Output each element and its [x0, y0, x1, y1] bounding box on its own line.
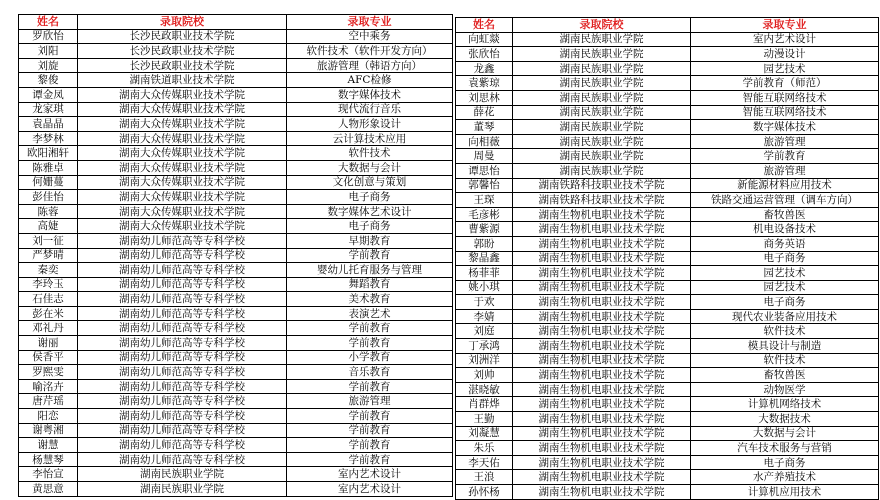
table-row — [19, 248, 453, 263]
table-row — [19, 394, 453, 409]
major-cell: 畜牧兽医 — [691, 368, 879, 383]
table-row — [456, 295, 879, 310]
major-cell: 表演艺术 — [287, 306, 453, 321]
table-row — [19, 452, 453, 467]
major-cell: 学前教育 — [287, 423, 453, 438]
table-row — [456, 455, 879, 470]
major-cell: 美术教育 — [287, 292, 453, 307]
student-name-cell: 李天佑 — [456, 455, 513, 470]
table-row — [456, 134, 879, 149]
table-row — [19, 219, 453, 234]
student-name-cell: 肖群烨 — [456, 397, 513, 412]
table-row — [456, 61, 879, 76]
student-name-cell: 丁承鸿 — [456, 339, 513, 354]
student-name-cell: 罗熙雯 — [19, 365, 78, 380]
table-row — [19, 204, 453, 219]
school-cell: 湖南民族职业学院 — [513, 120, 691, 135]
major-cell: 软件技术 — [691, 353, 879, 368]
major-cell: 电子商务 — [287, 190, 453, 205]
student-name-cell: 杨菲菲 — [456, 266, 513, 281]
school-cell: 湖南幼儿师范高等专科学校 — [78, 306, 287, 321]
table-row — [456, 382, 879, 397]
admission-table-right — [455, 17, 879, 500]
major-cell: 园艺技术 — [691, 61, 879, 76]
major-cell: AFC检修 — [287, 73, 453, 88]
school-cell: 湖南生物机电职业技术学院 — [513, 236, 691, 251]
student-name-cell: 王勤 — [456, 412, 513, 427]
school-cell: 湖南幼儿师范高等专科学校 — [78, 336, 287, 351]
student-name-cell: 刘庭 — [456, 324, 513, 339]
major-cell: 汽车技术服务与营销 — [691, 441, 879, 456]
school-cell: 湖南大众传媒职业技术学院 — [78, 219, 287, 234]
school-cell: 湖南幼儿师范高等专科学校 — [78, 277, 287, 292]
school-cell: 湖南幼儿师范高等专科学校 — [78, 452, 287, 467]
major-cell: 软件技术 — [287, 146, 453, 161]
student-name-cell: 喻洺卉 — [19, 379, 78, 394]
major-cell: 电子商务 — [287, 219, 453, 234]
school-cell: 湖南生物机电职业技术学院 — [513, 412, 691, 427]
student-name-cell: 朱乐 — [456, 441, 513, 456]
header-school: 录取院校 — [78, 15, 287, 30]
major-cell: 模具设计与制造 — [691, 339, 879, 354]
major-cell: 旅游管理 — [287, 394, 453, 409]
student-name-cell: 黄思意 — [19, 482, 78, 497]
table-row — [456, 207, 879, 222]
student-name-cell: 黎晶鑫 — [456, 251, 513, 266]
student-name-cell: 孙怀杨 — [456, 485, 513, 500]
school-cell: 湖南铁道职业技术学院 — [78, 73, 287, 88]
table-row — [456, 353, 879, 368]
major-cell: 空中乘务 — [287, 29, 453, 44]
school-cell: 湖南幼儿师范高等专科学校 — [78, 321, 287, 336]
student-name-cell: 严梦晴 — [19, 248, 78, 263]
table-row — [19, 190, 453, 205]
table-row — [456, 105, 879, 120]
school-cell: 湖南生物机电职业技术学院 — [513, 353, 691, 368]
school-cell: 湖南幼儿师范高等专科学校 — [78, 423, 287, 438]
major-cell: 旅游管理 — [691, 163, 879, 178]
table-row — [456, 47, 879, 62]
school-cell: 湖南民族职业学院 — [513, 105, 691, 120]
major-cell: 旅游管理 — [691, 134, 879, 149]
student-name-cell: 向相薇 — [456, 134, 513, 149]
major-cell: 学前教育 — [287, 321, 453, 336]
major-cell: 学前教育 — [287, 248, 453, 263]
major-cell: 智能互联网络技术 — [691, 90, 879, 105]
student-name-cell: 石佳志 — [19, 292, 78, 307]
admission-table-left — [18, 14, 453, 497]
table-row — [19, 379, 453, 394]
major-cell: 人物形象设计 — [287, 117, 453, 132]
student-name-cell: 高婕 — [19, 219, 78, 234]
school-cell: 湖南生物机电职业技术学院 — [513, 222, 691, 237]
school-cell: 湖南生物机电职业技术学院 — [513, 368, 691, 383]
student-name-cell: 袁紫琼 — [456, 76, 513, 91]
major-cell: 学前教育 — [287, 452, 453, 467]
major-cell: 水产养殖技术 — [691, 470, 879, 485]
school-cell: 湖南生物机电职业技术学院 — [513, 470, 691, 485]
student-name-cell: 郭盼 — [456, 236, 513, 251]
major-cell: 园艺技术 — [691, 266, 879, 281]
major-cell: 智能互联网络技术 — [691, 105, 879, 120]
student-name-cell: 李玲玉 — [19, 277, 78, 292]
table-row — [19, 321, 453, 336]
major-cell: 现代流行音乐 — [287, 102, 453, 117]
major-cell: 早期教育 — [287, 233, 453, 248]
table-row — [456, 280, 879, 295]
table-row — [19, 233, 453, 248]
table-row — [456, 76, 879, 91]
school-cell: 湖南大众传媒职业技术学院 — [78, 175, 287, 190]
school-cell: 湖南幼儿师范高等专科学校 — [78, 263, 287, 278]
major-cell: 机电设备技术 — [691, 222, 879, 237]
table-row — [456, 470, 879, 485]
school-cell: 长沙民政职业技术学院 — [78, 44, 287, 59]
major-cell: 电子商务 — [691, 251, 879, 266]
school-cell: 湖南生物机电职业技术学院 — [513, 309, 691, 324]
table-row — [456, 120, 879, 135]
major-cell: 电子商务 — [691, 295, 879, 310]
school-cell: 湖南大众传媒职业技术学院 — [78, 131, 287, 146]
major-cell: 室内艺术设计 — [287, 482, 453, 497]
major-cell: 婴幼儿托育服务与管理 — [287, 263, 453, 278]
header-row — [19, 15, 453, 30]
student-name-cell: 谢粤湘 — [19, 423, 78, 438]
table-row — [456, 368, 879, 383]
table-row — [456, 193, 879, 208]
table-row — [456, 339, 879, 354]
table-row — [19, 102, 453, 117]
school-cell: 湖南民族职业学院 — [513, 76, 691, 91]
table-row — [19, 146, 453, 161]
student-name-cell: 阳恋 — [19, 409, 78, 424]
school-cell: 湖南民族职业学院 — [513, 163, 691, 178]
student-name-cell: 刘思林 — [456, 90, 513, 105]
school-cell: 湖南民族职业学院 — [513, 134, 691, 149]
header-name: 姓名 — [456, 18, 513, 33]
student-name-cell: 唐芹瑶 — [19, 394, 78, 409]
school-cell: 湖南幼儿师范高等专科学校 — [78, 365, 287, 380]
student-name-cell: 谢慧 — [19, 438, 78, 453]
school-cell: 湖南生物机电职业技术学院 — [513, 485, 691, 500]
major-cell: 计算机应用技术 — [691, 485, 879, 500]
major-cell: 动漫设计 — [691, 47, 879, 62]
major-cell: 计算机网络技术 — [691, 397, 879, 412]
table-row — [456, 178, 879, 193]
school-cell: 湖南生物机电职业技术学院 — [513, 266, 691, 281]
school-cell: 湖南铁路科技职业技术学院 — [513, 193, 691, 208]
school-cell: 湖南幼儿师范高等专科学校 — [78, 409, 287, 424]
table-row — [456, 324, 879, 339]
student-name-cell: 向虹燚 — [456, 32, 513, 47]
student-name-cell: 欧阳湘轩 — [19, 146, 78, 161]
major-cell: 学前教育 — [287, 438, 453, 453]
table-row — [456, 397, 879, 412]
table-row — [19, 73, 453, 88]
major-cell: 新能源材料应用技术 — [691, 178, 879, 193]
table-row — [19, 263, 453, 278]
table-row — [456, 251, 879, 266]
student-name-cell: 谭金凤 — [19, 87, 78, 102]
student-name-cell: 彭在米 — [19, 306, 78, 321]
school-cell: 湖南幼儿师范高等专科学校 — [78, 233, 287, 248]
student-name-cell: 杨慧琴 — [19, 452, 78, 467]
table-row — [19, 131, 453, 146]
table-row — [19, 467, 453, 482]
school-cell: 湖南民族职业学院 — [513, 61, 691, 76]
table-row — [456, 222, 879, 237]
student-name-cell: 姚小琪 — [456, 280, 513, 295]
student-name-cell: 董琴 — [456, 120, 513, 135]
header-name: 姓名 — [19, 15, 78, 30]
school-cell: 湖南大众传媒职业技术学院 — [78, 204, 287, 219]
school-cell: 湖南民族职业学院 — [513, 47, 691, 62]
table-row — [19, 277, 453, 292]
table-row — [19, 409, 453, 424]
table-row — [456, 412, 879, 427]
school-cell: 湖南幼儿师范高等专科学校 — [78, 379, 287, 394]
student-name-cell: 周曼 — [456, 149, 513, 164]
major-cell: 文化创意与策划 — [287, 175, 453, 190]
table-row — [19, 292, 453, 307]
major-cell: 学前教育 — [287, 409, 453, 424]
table-row — [456, 149, 879, 164]
student-name-cell: 毛彦彬 — [456, 207, 513, 222]
major-cell: 室内艺术设计 — [691, 32, 879, 47]
school-cell: 湖南生物机电职业技术学院 — [513, 382, 691, 397]
major-cell: 数字媒体艺术设计 — [287, 204, 453, 219]
student-name-cell: 李怡宣 — [19, 467, 78, 482]
major-cell: 大数据与会计 — [287, 160, 453, 175]
table-row — [19, 175, 453, 190]
major-cell: 大数据技术 — [691, 412, 879, 427]
major-cell: 云计算技术应用 — [287, 131, 453, 146]
school-cell: 湖南铁路科技职业技术学院 — [513, 178, 691, 193]
major-cell: 园艺技术 — [691, 280, 879, 295]
student-name-cell: 湛晓敏 — [456, 382, 513, 397]
table-row — [19, 482, 453, 497]
school-cell: 湖南民族职业学院 — [513, 149, 691, 164]
student-name-cell: 彭佳怡 — [19, 190, 78, 205]
table-row — [19, 365, 453, 380]
table-row — [19, 306, 453, 321]
major-cell: 动物医学 — [691, 382, 879, 397]
student-name-cell: 王琛 — [456, 193, 513, 208]
school-cell: 湖南生物机电职业技术学院 — [513, 207, 691, 222]
header-row — [456, 18, 879, 33]
student-name-cell: 侯香平 — [19, 350, 78, 365]
school-cell: 湖南生物机电职业技术学院 — [513, 441, 691, 456]
major-cell: 软件技术（软件开发方向） — [287, 44, 453, 59]
student-name-cell: 谭思怡 — [456, 163, 513, 178]
table-row — [19, 423, 453, 438]
table-row — [19, 44, 453, 59]
major-cell: 室内艺术设计 — [287, 467, 453, 482]
student-name-cell: 郭馨怡 — [456, 178, 513, 193]
school-cell: 长沙民政职业技术学院 — [78, 29, 287, 44]
major-cell: 现代农业装备应用技术 — [691, 309, 879, 324]
school-cell: 湖南生物机电职业技术学院 — [513, 339, 691, 354]
school-cell: 湖南大众传媒职业技术学院 — [78, 102, 287, 117]
school-cell: 湖南幼儿师范高等专科学校 — [78, 350, 287, 365]
student-name-cell: 陈蓉 — [19, 204, 78, 219]
school-cell: 湖南大众传媒职业技术学院 — [78, 160, 287, 175]
school-cell: 长沙民政职业技术学院 — [78, 58, 287, 73]
school-cell: 湖南生物机电职业技术学院 — [513, 295, 691, 310]
student-name-cell: 刘一征 — [19, 233, 78, 248]
student-name-cell: 王浪 — [456, 470, 513, 485]
table-body-right — [456, 32, 879, 499]
school-cell: 湖南生物机电职业技术学院 — [513, 455, 691, 470]
major-cell: 大数据与会计 — [691, 426, 879, 441]
school-cell: 湖南生物机电职业技术学院 — [513, 426, 691, 441]
school-cell: 湖南幼儿师范高等专科学校 — [78, 292, 287, 307]
table-row — [456, 309, 879, 324]
table-row — [19, 438, 453, 453]
student-name-cell: 袁晶晶 — [19, 117, 78, 132]
major-cell: 小学教育 — [287, 350, 453, 365]
student-name-cell: 黎俊 — [19, 73, 78, 88]
major-cell: 数字媒体技术 — [691, 120, 879, 135]
student-name-cell: 龙鑫 — [456, 61, 513, 76]
header-school: 录取院校 — [513, 18, 691, 33]
student-name-cell: 龙家琪 — [19, 102, 78, 117]
student-name-cell: 邓礼丹 — [19, 321, 78, 336]
table-row — [456, 90, 879, 105]
school-cell: 湖南生物机电职业技术学院 — [513, 324, 691, 339]
table-row — [456, 426, 879, 441]
school-cell: 湖南生物机电职业技术学院 — [513, 280, 691, 295]
school-cell: 湖南大众传媒职业技术学院 — [78, 117, 287, 132]
table-row — [19, 336, 453, 351]
student-name-cell: 罗欣怡 — [19, 29, 78, 44]
student-name-cell: 何姗蔓 — [19, 175, 78, 190]
major-cell: 旅游管理（韩语方向） — [287, 58, 453, 73]
major-cell: 畜牧兽医 — [691, 207, 879, 222]
header-major: 录取专业 — [691, 18, 879, 33]
student-name-cell: 刘旋 — [19, 58, 78, 73]
table-row — [19, 350, 453, 365]
major-cell: 音乐教育 — [287, 365, 453, 380]
major-cell: 学前教育 — [287, 336, 453, 351]
major-cell: 学前教育（师范） — [691, 76, 879, 91]
school-cell: 湖南民族职业学院 — [513, 32, 691, 47]
table-row — [19, 29, 453, 44]
student-name-cell: 张欣怡 — [456, 47, 513, 62]
table-row — [456, 266, 879, 281]
table-row — [456, 163, 879, 178]
major-cell: 学前教育 — [287, 379, 453, 394]
major-cell: 软件技术 — [691, 324, 879, 339]
school-cell: 湖南民族职业学院 — [78, 482, 287, 497]
student-name-cell: 刘阳 — [19, 44, 78, 59]
table-row — [19, 58, 453, 73]
header-major: 录取专业 — [287, 15, 453, 30]
school-cell: 湖南幼儿师范高等专科学校 — [78, 438, 287, 453]
student-name-cell: 李婧 — [456, 309, 513, 324]
student-name-cell: 刘凝慧 — [456, 426, 513, 441]
table-row — [19, 87, 453, 102]
school-cell: 湖南生物机电职业技术学院 — [513, 251, 691, 266]
table-row — [19, 160, 453, 175]
student-name-cell: 秦奕 — [19, 263, 78, 278]
school-cell: 湖南幼儿师范高等专科学校 — [78, 394, 287, 409]
school-cell: 湖南大众传媒职业技术学院 — [78, 87, 287, 102]
school-cell: 湖南民族职业学院 — [78, 467, 287, 482]
school-cell: 湖南幼儿师范高等专科学校 — [78, 248, 287, 263]
table-row — [456, 236, 879, 251]
table-row — [456, 32, 879, 47]
major-cell: 数字媒体技术 — [287, 87, 453, 102]
table-body-left — [19, 29, 453, 496]
school-cell: 湖南大众传媒职业技术学院 — [78, 190, 287, 205]
school-cell: 湖南大众传媒职业技术学院 — [78, 146, 287, 161]
school-cell: 湖南生物机电职业技术学院 — [513, 397, 691, 412]
major-cell: 铁路交通运营管理（调车方向） — [691, 193, 879, 208]
student-name-cell: 薛花 — [456, 105, 513, 120]
table-row — [456, 441, 879, 456]
student-name-cell: 刘洲洋 — [456, 353, 513, 368]
student-name-cell: 于欢 — [456, 295, 513, 310]
major-cell: 商务英语 — [691, 236, 879, 251]
student-name-cell: 陈雅卓 — [19, 160, 78, 175]
student-name-cell: 刘帅 — [456, 368, 513, 383]
table-row — [19, 117, 453, 132]
school-cell: 湖南民族职业学院 — [513, 90, 691, 105]
student-name-cell: 李梦林 — [19, 131, 78, 146]
major-cell: 舞蹈教育 — [287, 277, 453, 292]
student-name-cell: 曹紫源 — [456, 222, 513, 237]
major-cell: 电子商务 — [691, 455, 879, 470]
student-name-cell: 谢丽 — [19, 336, 78, 351]
major-cell: 学前教育 — [691, 149, 879, 164]
